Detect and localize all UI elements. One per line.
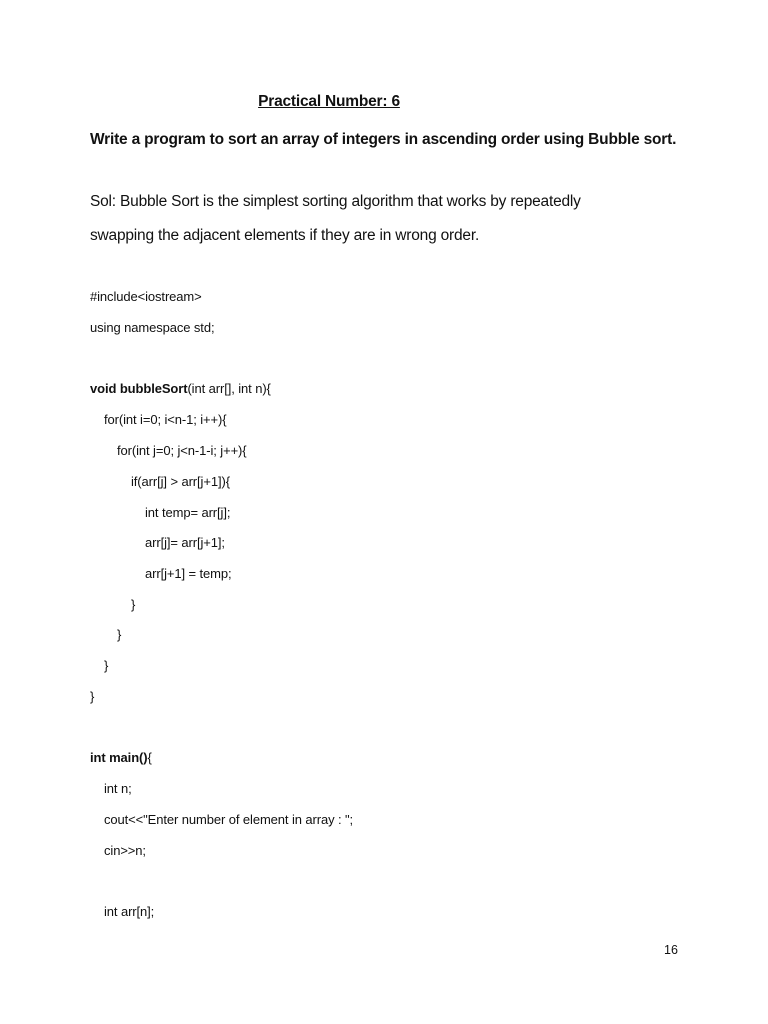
code-temp-assign: int temp= arr[j]; (145, 505, 231, 520)
page-title: Practical Number: 6 (258, 93, 400, 110)
code-using-namespace: using namespace std; (90, 320, 215, 335)
code-close-outer-for: } (104, 658, 109, 673)
solution-line-1: Sol: Bubble Sort is the simplest sorting algorithm that works by repeatedly (90, 193, 581, 210)
code-main-brace: { (147, 750, 152, 765)
solution-line-2: swapping the adjacent elements if they are in wrong order. (90, 227, 480, 244)
code-swap-first: arr[j]= arr[j+1]; (145, 535, 225, 550)
page-number: 16 (664, 943, 678, 957)
code-include: #include<iostream> (90, 289, 202, 304)
code-close-function: } (90, 689, 95, 704)
code-close-inner-for: } (117, 627, 122, 642)
solution-paragraph (90, 185, 690, 253)
code-bubble-sort-signature (90, 381, 271, 397)
code-main-signature (90, 750, 152, 766)
question-text: Write a program to sort an array of integers in ascending order using Bubble sort. (90, 131, 677, 148)
code-outer-for: for(int i=0; i<n-1; i++){ (104, 412, 227, 427)
code-cout-prompt: cout<<"Enter number of element in array : "; (104, 812, 354, 827)
code-array-declaration: int arr[n]; (104, 904, 155, 919)
code-bubble-sort-keyword: void bubbleSort (90, 381, 188, 396)
code-cin-n: cin>>n; (104, 843, 146, 858)
code-inner-for: for(int j=0; j<n-1-i; j++){ (117, 443, 247, 458)
code-int-n: int n; (104, 781, 132, 796)
code-bubble-sort-params: (int arr[], int n){ (187, 381, 271, 396)
code-main-keyword: int main() (90, 750, 148, 765)
code-if-compare: if(arr[j] > arr[j+1]){ (131, 474, 230, 489)
code-swap-second: arr[j+1] = temp; (145, 566, 232, 581)
code-close-if: } (131, 597, 136, 612)
